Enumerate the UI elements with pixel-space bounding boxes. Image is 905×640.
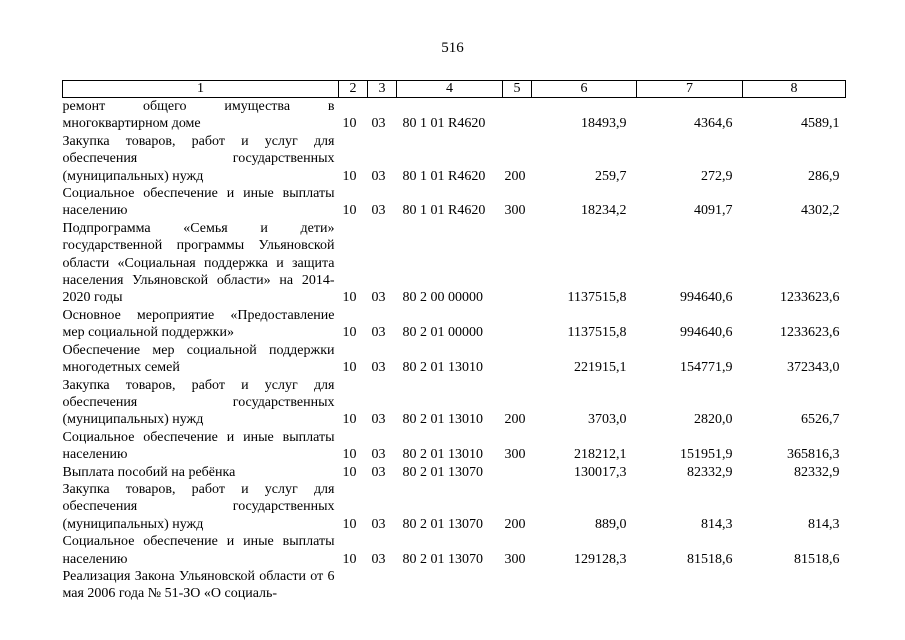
- row-expense-type: [503, 342, 532, 377]
- row-target-article: 80 2 01 13010: [402, 447, 483, 463]
- row-section: 10: [342, 412, 357, 428]
- table-row: [63, 307, 846, 342]
- row-amount-col7: 272,9: [701, 168, 733, 184]
- row-target-article: 80 2 01 13010: [402, 412, 483, 428]
- row-subsection: 03: [371, 464, 386, 480]
- row-amount-col7: 994640,6: [680, 290, 733, 306]
- row-section: 10: [342, 516, 357, 532]
- row-amount-col7: 4091,7: [694, 203, 733, 219]
- row-amount-col7: 81518,6: [687, 551, 733, 567]
- row-subsection: 03: [371, 290, 386, 306]
- row-amount-col8: 81518,6: [794, 551, 840, 567]
- row-amount-col6: 130017,3: [574, 464, 627, 480]
- row-amount-col7: 4364,6: [694, 116, 733, 132]
- row-amount-col6: 889,0: [595, 516, 627, 532]
- row-amount-col7: 82332,9: [687, 464, 733, 480]
- row-target-article: 80 1 01 R4620: [402, 116, 486, 132]
- row-target-article: 80 2 01 13070: [402, 551, 483, 567]
- row-expense-type: [503, 220, 532, 307]
- row-expense-type: 200: [504, 516, 526, 532]
- row-amount-col7: [637, 568, 743, 603]
- row-subsection: 03: [371, 412, 386, 428]
- row-expense-type: 200: [504, 168, 526, 184]
- table-row: [63, 342, 846, 377]
- row-section: 10: [342, 168, 357, 184]
- row-amount-col6: 3703,0: [588, 412, 627, 428]
- table-row: [63, 464, 846, 481]
- row-subsection: 03: [371, 116, 386, 132]
- row-amount-col7: 814,3: [701, 516, 733, 532]
- row-target-article: 80 2 01 13070: [402, 516, 483, 532]
- column-header: 8: [743, 81, 846, 98]
- row-amount-col8: 286,9: [808, 168, 840, 184]
- row-amount-col7: 994640,6: [680, 325, 733, 341]
- row-section: 10: [342, 447, 357, 463]
- row-name: Социальное обеспечение и иные выплаты населению: [62, 534, 335, 567]
- row-amount-col7: 2820,0: [694, 412, 733, 428]
- row-target-article: [397, 568, 503, 603]
- row-amount-col6: 1137515,8: [567, 325, 627, 341]
- table-row: [63, 533, 846, 568]
- row-section: 10: [342, 551, 357, 567]
- row-section: 10: [342, 360, 357, 376]
- row-amount-col8: [743, 568, 846, 603]
- column-header: 1: [63, 81, 339, 98]
- row-expense-type: 300: [504, 447, 526, 463]
- row-amount-col6: 18493,9: [581, 116, 627, 132]
- table-row: [63, 220, 846, 307]
- row-name: Закупка товаров, работ и услуг для обеспечения государственных (муниципальных) нужд: [62, 481, 335, 532]
- header-row: [63, 81, 846, 98]
- row-expense-type: [503, 98, 532, 133]
- column-header: 4: [397, 81, 503, 98]
- row-section: 10: [342, 325, 357, 341]
- row-subsection: [368, 568, 397, 603]
- row-expense-type: [503, 568, 532, 603]
- row-amount-col7: 154771,9: [680, 360, 733, 376]
- row-target-article: 80 1 01 R4620: [402, 168, 486, 184]
- row-amount-col8: 365816,3: [787, 447, 840, 463]
- row-target-article: 80 2 01 00000: [402, 325, 483, 341]
- row-amount-col7: 151951,9: [680, 447, 733, 463]
- table-row: [63, 568, 846, 603]
- column-header: 2: [339, 81, 368, 98]
- row-expense-type: 300: [504, 551, 526, 567]
- row-name: Социальное обеспечение и иные выплаты населению: [62, 186, 335, 219]
- row-name: Закупка товаров, работ и услуг для обеспечения государственных (муниципальных) нужд: [62, 133, 335, 184]
- row-subsection: 03: [371, 203, 386, 219]
- row-subsection: 03: [371, 516, 386, 532]
- row-subsection: 03: [371, 168, 386, 184]
- row-amount-col6: [532, 568, 637, 603]
- table-header: [63, 81, 846, 98]
- row-amount-col6: 218212,1: [574, 447, 627, 463]
- row-expense-type: 300: [504, 203, 526, 219]
- row-amount-col8: 6526,7: [801, 412, 840, 428]
- row-section: [339, 568, 368, 603]
- row-name: ремонт общего имущества в многоквартирном доме: [62, 99, 335, 132]
- column-header: 6: [532, 81, 637, 98]
- row-amount-col8: 814,3: [808, 516, 840, 532]
- row-section: 10: [342, 203, 357, 219]
- row-name: Обеспечение мер социальной поддержки многодетных семей: [62, 342, 335, 376]
- row-amount-col6: 1137515,8: [567, 290, 627, 306]
- table-row: [63, 133, 846, 185]
- row-expense-type: [503, 464, 532, 481]
- page-number: 516: [441, 40, 464, 56]
- row-subsection: 03: [371, 447, 386, 463]
- table-row: [63, 377, 846, 429]
- row-amount-col8: 1233623,6: [780, 290, 840, 306]
- column-header: 3: [368, 81, 397, 98]
- row-subsection: 03: [371, 360, 386, 376]
- row-target-article: 80 2 01 13070: [402, 464, 483, 480]
- row-name: Подпрограмма «Семья и дети» государственной программы Ульяновской области «Социальная поддержка и защита населения Ульяновской области» на 2014-2020 годы: [62, 220, 335, 306]
- table-body: [63, 98, 846, 603]
- row-amount-col8: 4589,1: [801, 116, 840, 132]
- table-row: [63, 98, 846, 133]
- row-expense-type: [503, 307, 532, 342]
- row-amount-col8: 82332,9: [794, 464, 840, 480]
- row-section: 10: [342, 290, 357, 306]
- row-name: Социальное обеспечение и иные выплаты населению: [62, 429, 335, 463]
- row-amount-col8: 1233623,6: [780, 325, 840, 341]
- row-target-article: 80 1 01 R4620: [402, 203, 486, 219]
- row-amount-col6: 18234,2: [581, 203, 627, 219]
- row-amount-col8: 4302,2: [801, 203, 840, 219]
- table-row: [63, 481, 846, 533]
- row-name: Выплата пособий на ребёнка: [62, 464, 236, 480]
- row-subsection: 03: [371, 551, 386, 567]
- row-amount-col6: 129128,3: [574, 551, 627, 567]
- column-header: 7: [637, 81, 743, 98]
- row-amount-col6: 221915,1: [574, 360, 627, 376]
- row-name: Основное мероприятие «Предоставление мер социальной поддержки»: [62, 307, 335, 341]
- row-name: Закупка товаров, работ и услуг для обеспечения государственных (муниципальных) нужд: [62, 377, 335, 428]
- row-section: 10: [342, 116, 357, 132]
- row-expense-type: 200: [504, 412, 526, 428]
- row-amount-col6: 259,7: [595, 168, 627, 184]
- table-row: [63, 185, 846, 220]
- row-section: 10: [342, 464, 357, 480]
- column-header: 5: [503, 81, 532, 98]
- budget-table: [62, 80, 846, 603]
- row-name: Реализация Закона Ульяновской области от 6 мая 2006 года № 51-ЗО «О социаль-: [62, 568, 335, 602]
- row-target-article: 80 2 01 13010: [402, 360, 483, 376]
- row-target-article: 80 2 00 00000: [402, 290, 483, 306]
- row-subsection: 03: [371, 325, 386, 341]
- row-amount-col8: 372343,0: [787, 360, 840, 376]
- table-row: [63, 429, 846, 464]
